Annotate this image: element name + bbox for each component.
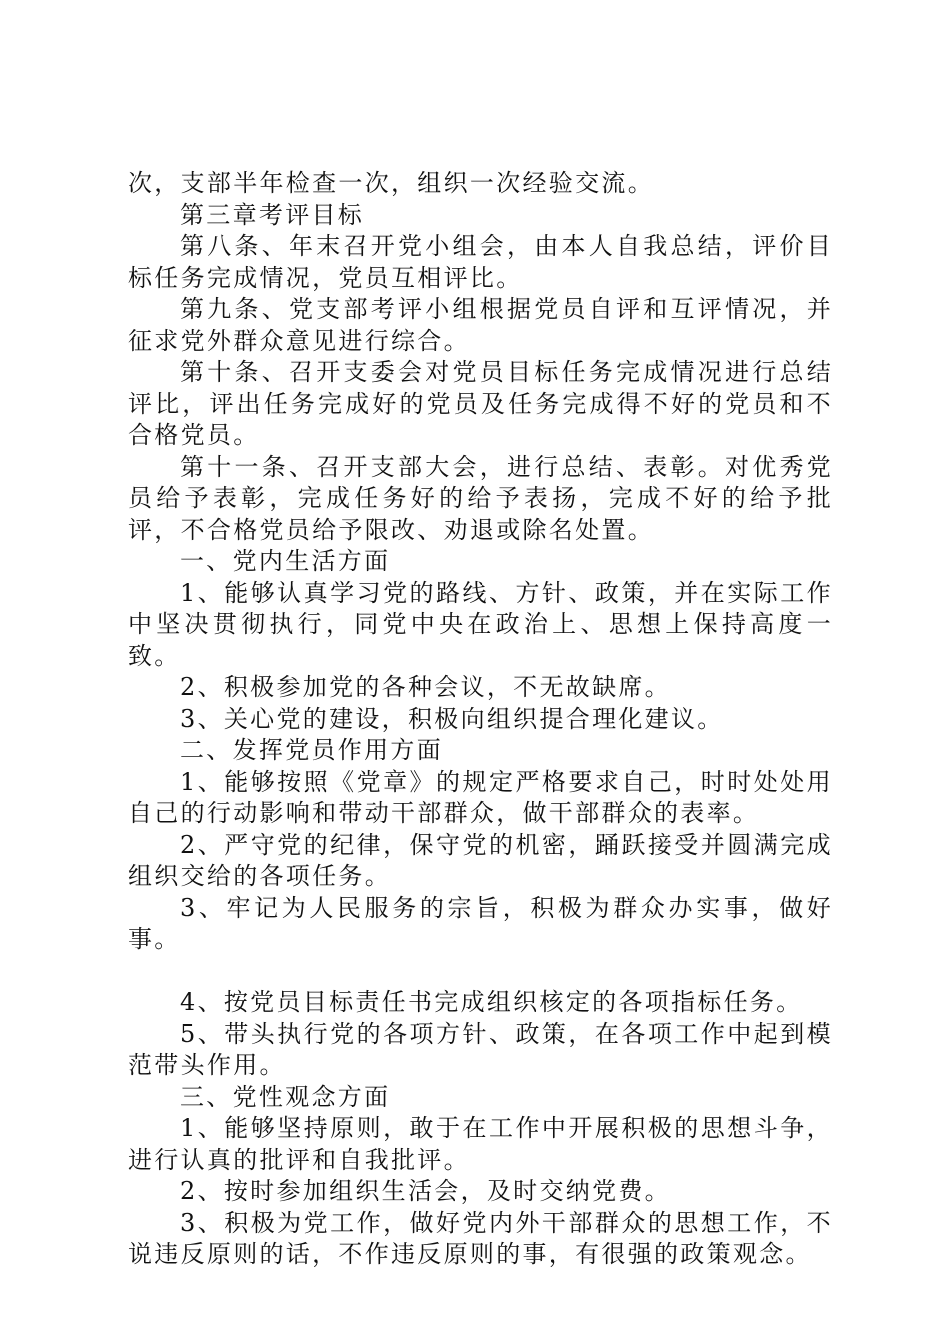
- section-heading-2: 二、发挥党员作用方面: [180, 736, 443, 764]
- list-item: 3、关心党的建设，积极向组织提合理化建议。: [180, 704, 724, 733]
- list-item: 2、积极参加党的各种会议，不无故缺席。: [180, 673, 671, 701]
- list-item: 1、能够坚持原则，敢于在工作中开展积极的思想斗争，进行认真的批评和自我批评。: [128, 1114, 833, 1174]
- section-heading-1: 一、党内生活方面: [180, 547, 391, 575]
- list-item: 2、按时参加组织生活会，及时交纳党费。: [180, 1177, 671, 1205]
- document-body: [128, 168, 833, 1271]
- list-item: 3、积极为党工作，做好党内外干部群众的思想工作，不说违反原则的话，不作违反原则的事，有很强的政策观念。: [128, 1208, 833, 1268]
- article-8: 第八条、年末召开党小组会，由本人自我总结，评价目标任务完成情况，党员互相评比。: [128, 232, 833, 292]
- article-11: 第十一条、召开支部大会，进行总结、表彰。对优秀党员给予表彰，完成任务好的给予表扬，完成不好的给予批评，不合格党员给予限改、劝退或除名处置。: [128, 452, 833, 544]
- list-item: 5、带头执行党的各项方针、政策，在各项工作中起到模范带头作用。: [128, 1019, 833, 1079]
- list-item: 2、严守党的纪律，保守党的机密，踊跃接受并圆满完成组织交给的各项任务。: [128, 830, 833, 890]
- article-10: 第十条、召开支委会对党员目标任务完成情况进行总结评比，评出任务完成好的党员及任务完成得不好的党员和不合格党员。: [128, 358, 833, 449]
- list-item: 4、按党员目标责任书完成组织核定的各项指标任务。: [180, 988, 803, 1016]
- list-item: 1、能够认真学习党的路线、方针、政策，并在实际工作中坚决贯彻执行，同党中央在政治上、思想上保持高度一致。: [128, 578, 833, 670]
- list-item: 1、能够按照《党章》的规定严格要求自己，时时处处用自己的行动影响和带动干部群众，做干部群众的表率。: [128, 767, 833, 827]
- section-heading-3: 三、党性观念方面: [180, 1082, 391, 1111]
- article-9: 第九条、党支部考评小组根据党员自评和互评情况，并征求党外群众意见进行综合。: [128, 295, 833, 355]
- list-item: 3、牢记为人民服务的宗旨，积极为群众办实事，做好事。: [128, 893, 833, 953]
- paragraph-continuation: 次，支部半年检查一次，组织一次经验交流。: [128, 169, 654, 197]
- chapter-heading: 第三章考评目标: [180, 200, 365, 229]
